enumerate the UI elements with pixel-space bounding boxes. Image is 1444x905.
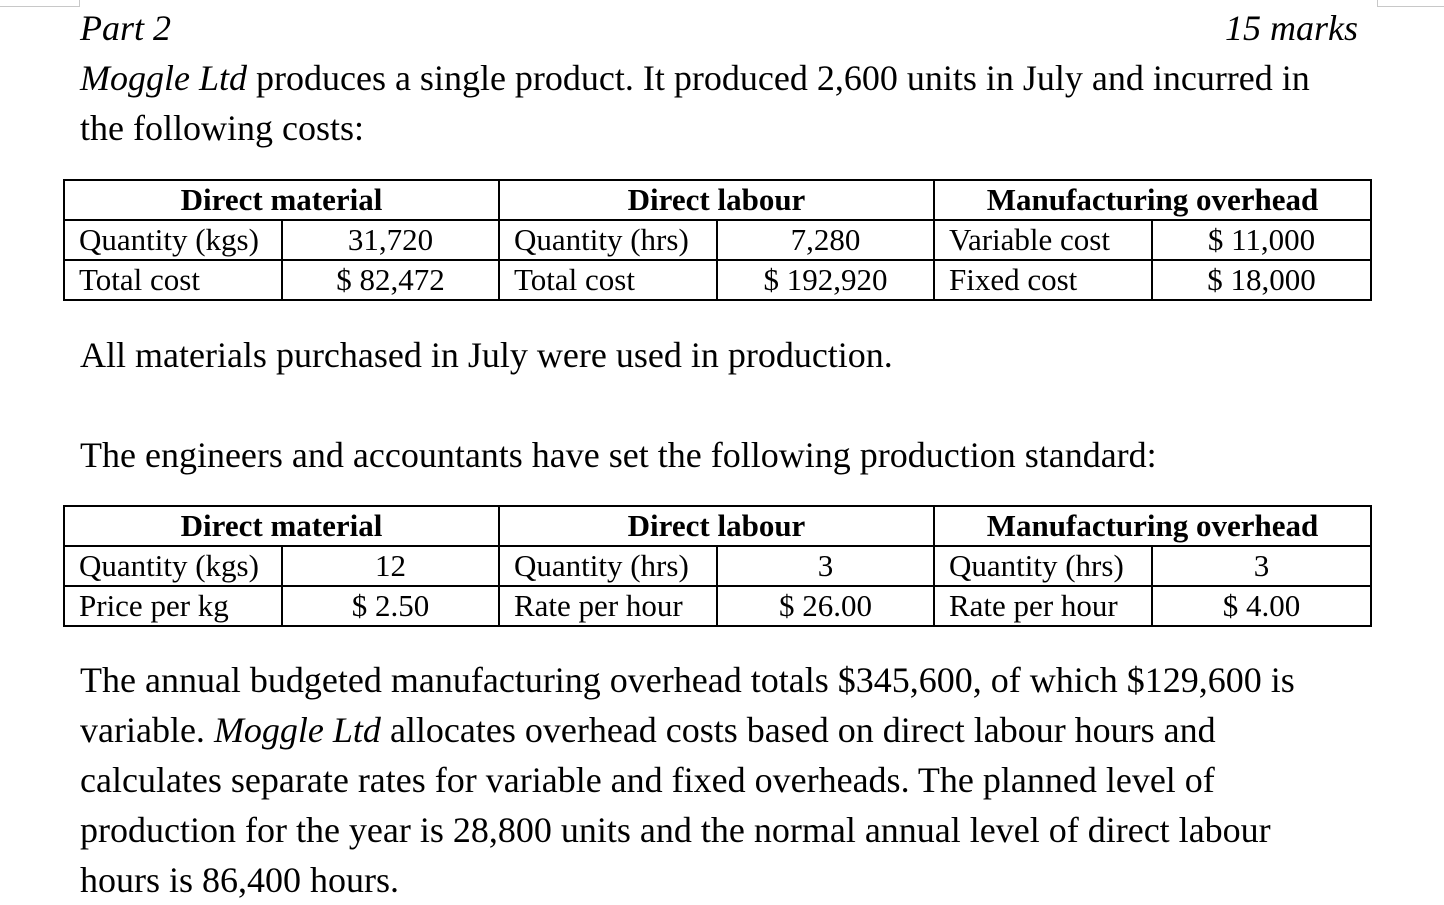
- table-cell-value: 7,280: [717, 220, 934, 260]
- company-name: Moggle Ltd: [213, 710, 381, 750]
- intro-line-1-text: produces a single product. It produced 2,600 units in July and incurred in: [247, 58, 1310, 98]
- table-cell-label: Total cost: [64, 260, 282, 300]
- table-cell-value: $ 26.00: [717, 586, 934, 626]
- closing-line-5: hours is 86,400 hours.: [80, 860, 400, 900]
- table-cell-value: $ 192,920: [717, 260, 934, 300]
- closing-line-4: production for the year is 28,800 units and the normal annual level of direct labour: [80, 810, 1271, 850]
- standard-intro: The engineers and accountants have set the following production standard:: [80, 435, 1157, 475]
- closing-line-2-post: allocates overhead costs based on direct labour hours and: [380, 710, 1216, 750]
- intro-line-2: the following costs:: [80, 108, 364, 148]
- table-cell-label: Variable cost: [934, 220, 1152, 260]
- table-cell-value: $ 11,000: [1152, 220, 1371, 260]
- table-row: [64, 586, 1371, 626]
- closing-line-2: [80, 705, 1295, 755]
- table-row: [64, 260, 1371, 300]
- closing-line-1: The annual budgeted manufacturing overhead totals $345,600, of which $129,600 is: [80, 660, 1295, 700]
- table-cell-label: Price per kg: [64, 586, 282, 626]
- table-cell-label: Fixed cost: [934, 260, 1152, 300]
- table-cell-value: 3: [1152, 546, 1371, 586]
- table-cell-label: Quantity (hrs): [934, 546, 1152, 586]
- table-cell-label: Quantity (hrs): [499, 220, 717, 260]
- header-direct-material: Direct material: [64, 506, 499, 546]
- table-cell-value: 31,720: [282, 220, 499, 260]
- header-direct-labour: Direct labour: [499, 180, 934, 220]
- table-cell-label: Quantity (kgs): [64, 220, 282, 260]
- table-cell-value: $ 2.50: [282, 586, 499, 626]
- header-direct-material: Direct material: [64, 180, 499, 220]
- marks-label: 15 marks: [1225, 8, 1358, 48]
- materials-note: All materials purchased in July were used in production.: [80, 335, 893, 375]
- closing-line-2-pre: variable.: [80, 710, 214, 750]
- table-cell-label: Quantity (hrs): [499, 546, 717, 586]
- actual-costs-table: [63, 179, 1372, 301]
- table-row: [64, 220, 1371, 260]
- table-cell-label: Rate per hour: [499, 586, 717, 626]
- table-cell-label: Total cost: [499, 260, 717, 300]
- table-cell-value: $ 82,472: [282, 260, 499, 300]
- intro-line-1: [80, 53, 1310, 103]
- closing-paragraph: [80, 655, 1295, 905]
- page-corner-mark-right: [1377, 0, 1444, 7]
- header-direct-labour: Direct labour: [499, 506, 934, 546]
- table-cell-value: 3: [717, 546, 934, 586]
- header-manufacturing-overhead: Manufacturing overhead: [934, 506, 1371, 546]
- part-title: Part 2: [80, 8, 172, 48]
- table-cell-value: $ 18,000: [1152, 260, 1371, 300]
- table-cell-value: 12: [282, 546, 499, 586]
- header-manufacturing-overhead: Manufacturing overhead: [934, 180, 1371, 220]
- page-corner-mark-left: [0, 0, 80, 7]
- standard-costs-table: [63, 505, 1372, 627]
- company-name: Moggle Ltd: [80, 58, 247, 98]
- table-row: [64, 546, 1371, 586]
- closing-line-3: calculates separate rates for variable and fixed overheads. The planned level of: [80, 760, 1215, 800]
- table-header-row: [64, 506, 1371, 546]
- table-header-row: [64, 180, 1371, 220]
- table-cell-value: $ 4.00: [1152, 586, 1371, 626]
- table-cell-label: Rate per hour: [934, 586, 1152, 626]
- table-cell-label: Quantity (kgs): [64, 546, 282, 586]
